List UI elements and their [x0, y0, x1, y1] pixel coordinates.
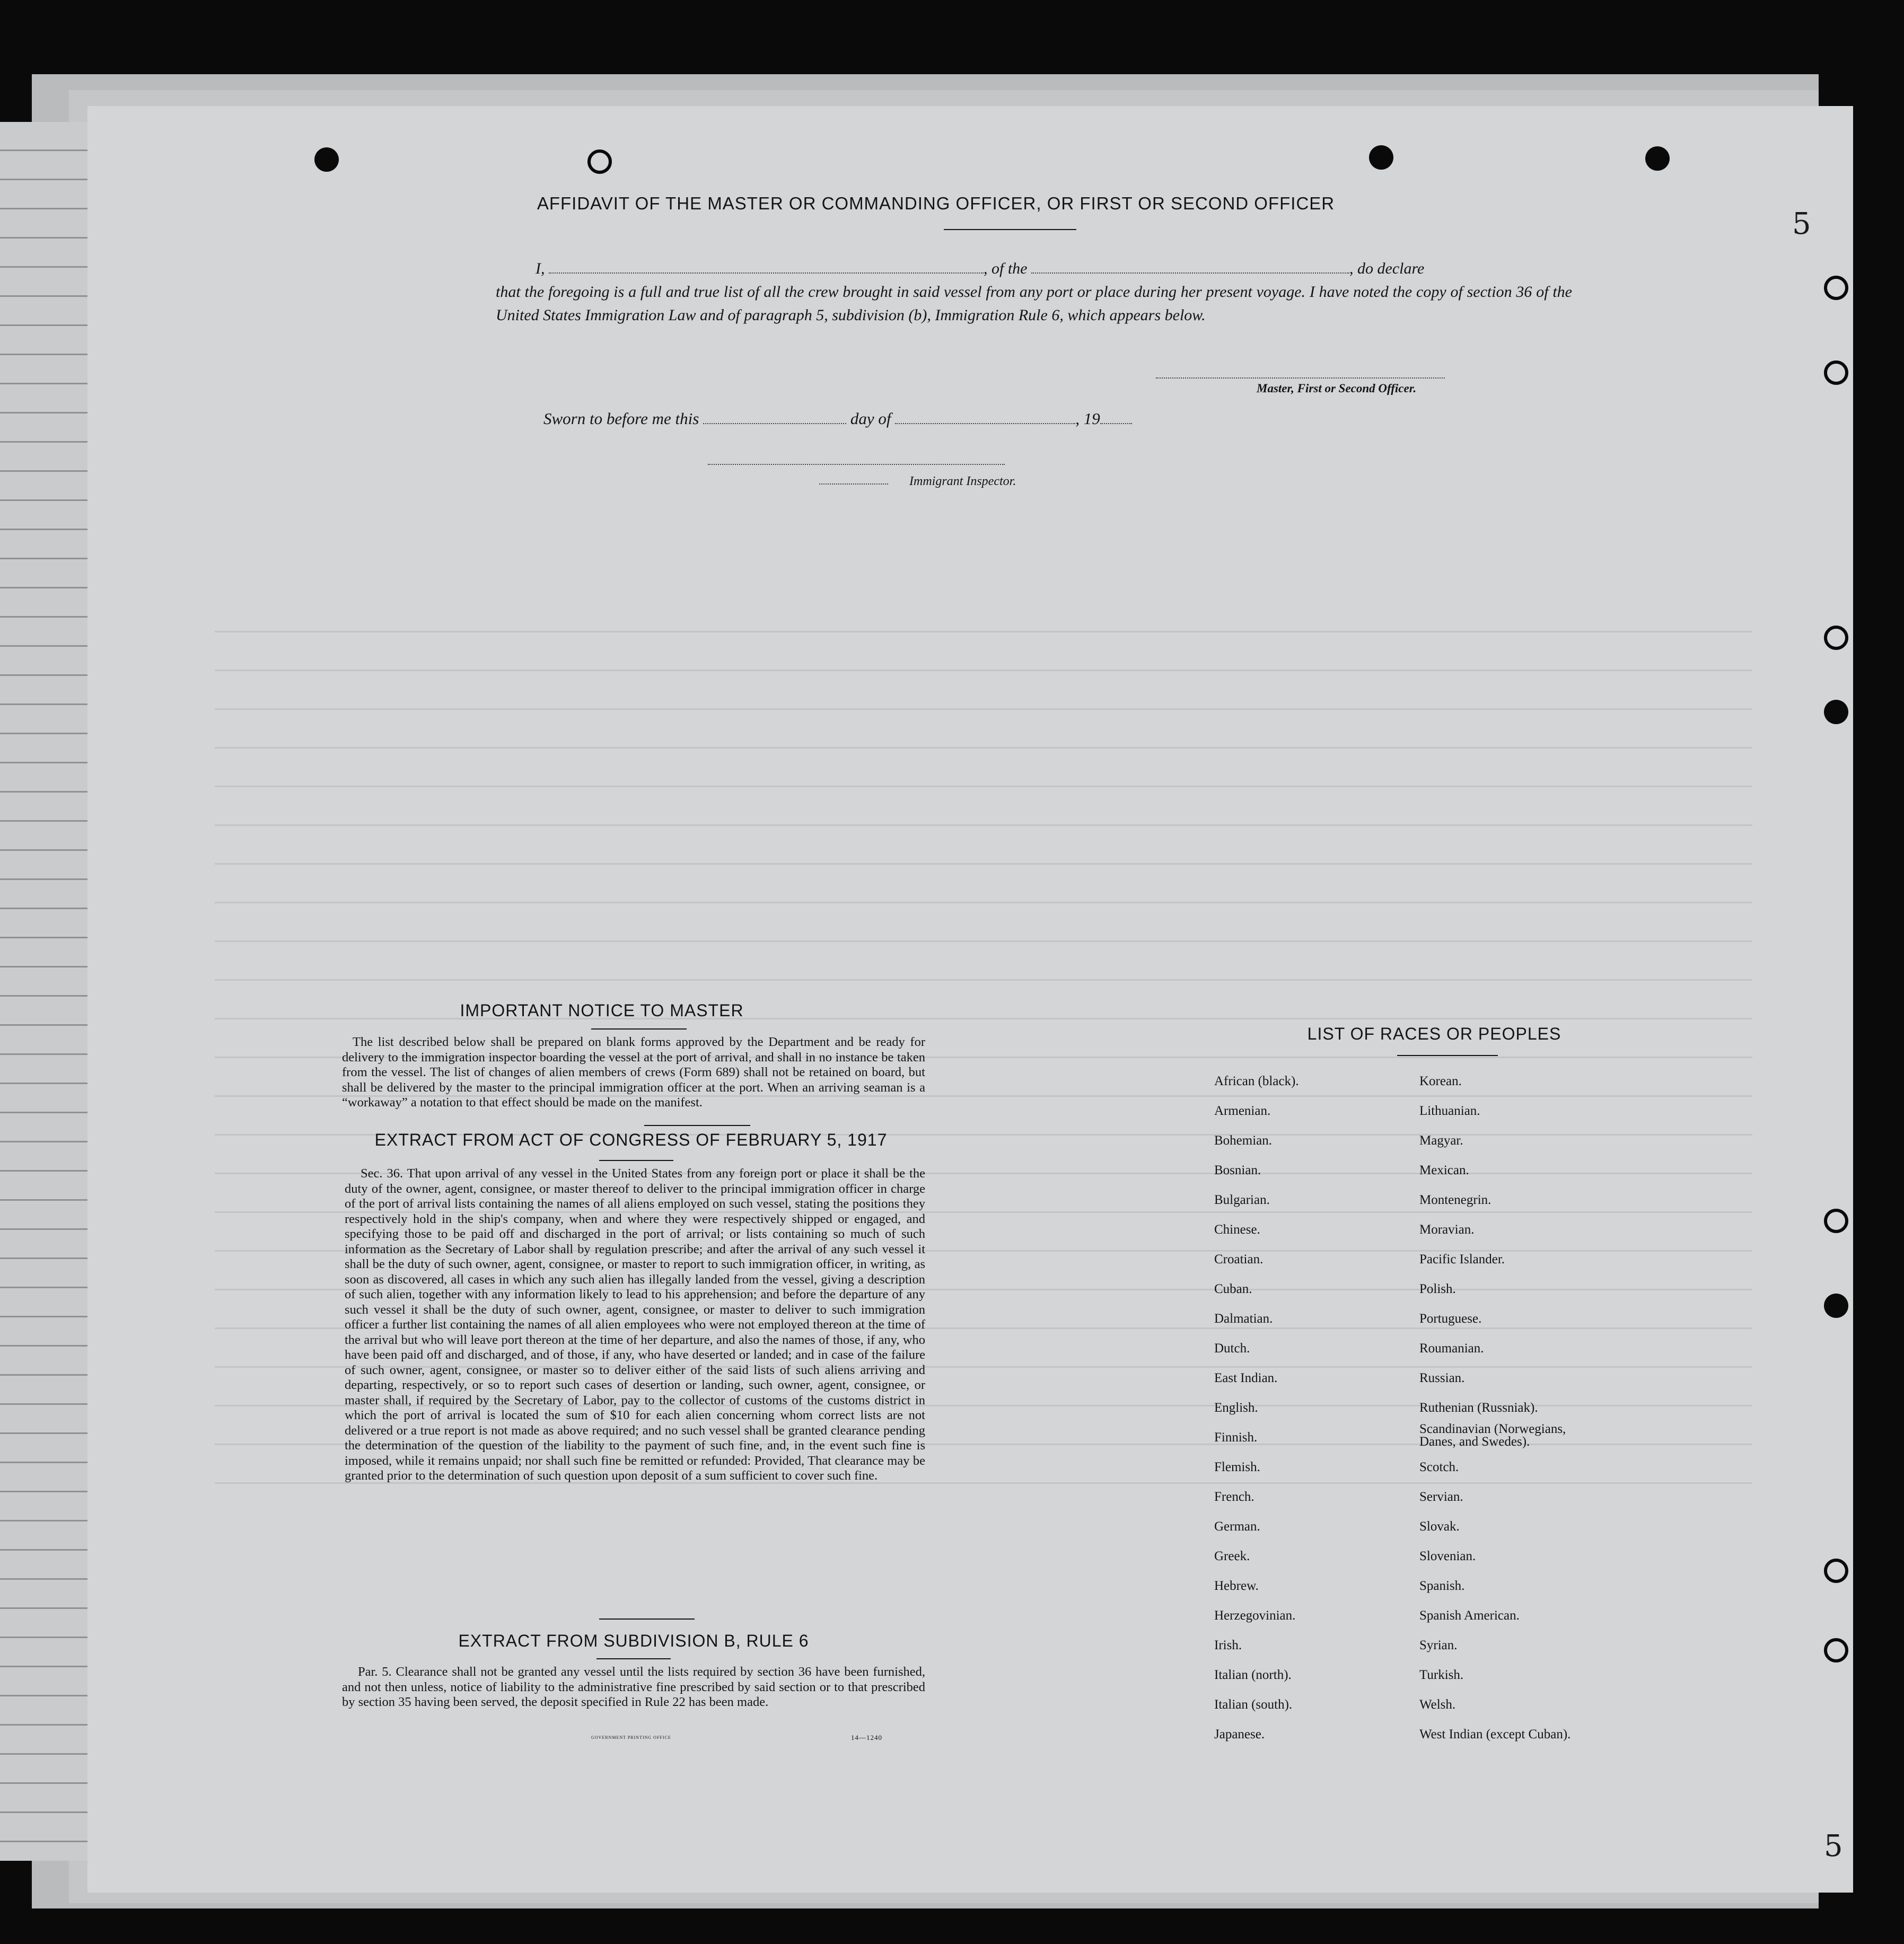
notice-text: The list described below shall be prepared on blank forms approved by the Department and be ready for delivery to the immigration inspector boarding the vessel at the port of arrival, and shall in no instance be taken from the vessel. The list of changes of alien members of crews (Form 689) shall not be retained on board, but shall be delivered by the master to the principal immigration officer at the port. When an arriving seaman is a “workaway” a notation to that effect should be made on the manifest. — [342, 1035, 925, 1110]
race-item: Korean. — [1419, 1074, 1462, 1088]
race-item: Japanese. — [1214, 1727, 1265, 1741]
sworn-day-label: day of — [850, 409, 891, 428]
race-item: Croatian. — [1214, 1252, 1264, 1266]
race-item: Syrian. — [1419, 1638, 1458, 1652]
race-item: Magyar. — [1419, 1133, 1463, 1148]
race-item: Chinese. — [1214, 1222, 1260, 1237]
race-item: Scandinavian (Norwegians, Danes, and Swedes). — [1419, 1422, 1566, 1449]
affidavit-title: AFFIDAVIT OF THE MASTER OR COMMANDING OFFICER, OR FIRST OR SECOND OFFICER — [537, 193, 1335, 213]
race-item: Bulgarian. — [1214, 1193, 1270, 1207]
race-item: East Indian. — [1214, 1371, 1278, 1385]
race-item: Flemish. — [1214, 1460, 1260, 1474]
race-item: Spanish American. — [1419, 1608, 1520, 1623]
punch-hole — [1824, 360, 1848, 385]
race-item: Hebrew. — [1214, 1579, 1259, 1593]
sworn-day-field[interactable] — [703, 423, 846, 424]
race-item: Pacific Islander. — [1419, 1252, 1505, 1266]
race-item: Italian (north). — [1214, 1668, 1292, 1682]
race-item: African (black). — [1214, 1074, 1299, 1088]
race-item: Finnish. — [1214, 1430, 1258, 1445]
affidavit-i: I, — [536, 260, 545, 277]
inspector-signature-line[interactable] — [708, 464, 1005, 465]
name-field[interactable] — [549, 272, 984, 274]
printer-credit: GOVERNMENT PRINTING OFFICE — [591, 1735, 671, 1740]
race-item: Armenian. — [1214, 1104, 1271, 1118]
affidavit-do-declare: , do declare — [1349, 260, 1425, 277]
race-item: Turkish. — [1419, 1668, 1464, 1682]
divider — [591, 1028, 687, 1030]
margin-mark-top: 5 — [1792, 207, 1811, 241]
race-item: Bohemian. — [1214, 1133, 1273, 1148]
race-item: Dutch. — [1214, 1341, 1250, 1356]
sworn-year-field[interactable] — [1100, 423, 1132, 424]
sworn-line — [543, 409, 1132, 428]
master-signature-line[interactable] — [1156, 377, 1445, 379]
race-item: Spanish. — [1419, 1579, 1465, 1593]
divider — [944, 229, 1076, 230]
race-item: English. — [1214, 1401, 1258, 1415]
ledger-edge — [0, 122, 95, 1861]
punch-hole — [1369, 145, 1393, 170]
race-item: West Indian (except Cuban). — [1419, 1727, 1571, 1741]
divider — [644, 1125, 750, 1126]
affidavit-body: that the foregoing is a full and true list of all the crew brought in said vessel from any port or place during her present voyage. I have noted the copy of section 36 of the United States Immigration Law and of paragraph 5, subdivision (b), Immigration Rule 6, which appears below. — [496, 283, 1572, 324]
race-item: Roumanian. — [1419, 1341, 1484, 1356]
race-item: Greek. — [1214, 1549, 1250, 1563]
affidavit-of-the: , of the — [984, 260, 1028, 277]
sworn-year-label: , 19 — [1075, 409, 1100, 428]
sworn-prefix: Sworn to before me this — [543, 409, 699, 428]
race-item: Russian. — [1419, 1371, 1465, 1385]
punch-hole — [1824, 1559, 1848, 1583]
punch-hole — [1645, 146, 1670, 171]
notice-title: IMPORTANT NOTICE TO MASTER — [460, 1001, 744, 1020]
race-item: Lithuanian. — [1419, 1104, 1480, 1118]
affidavit-statement — [496, 257, 1572, 327]
punch-hole — [1824, 1209, 1848, 1233]
rule-text: Par. 5. Clearance shall not be granted any vessel until the lists required by section 36 have been furnished, and not then unless, notice of liability to the administrative fine prescribed by said section or to that prescribed by section 35 having been served, the deposit specified in Rule 22 has been made. — [342, 1665, 925, 1709]
race-item: Mexican. — [1419, 1163, 1469, 1177]
divider — [596, 1658, 671, 1659]
divider — [599, 1618, 695, 1620]
document-page — [87, 106, 1853, 1893]
master-signature-label: Master, First or Second Officer. — [1257, 382, 1417, 395]
punch-hole — [1824, 1294, 1848, 1318]
race-item: Ruthenian (Russniak). — [1419, 1401, 1538, 1415]
form-number: 14—1240 — [851, 1734, 882, 1741]
races-left-column — [1214, 1067, 1299, 1749]
race-item: Scotch. — [1419, 1460, 1459, 1474]
punch-hole — [1824, 626, 1848, 650]
race-item: Montenegrin. — [1419, 1193, 1491, 1207]
race-item: Slovak. — [1419, 1519, 1460, 1534]
divider — [599, 1160, 673, 1161]
punch-hole — [314, 147, 339, 172]
punch-hole — [1824, 700, 1848, 724]
race-item: Portuguese. — [1419, 1312, 1482, 1326]
act-text: Sec. 36. That upon arrival of any vessel in the United States from any foreign port or place it shall be the duty of the owner, agent, consignee, or master thereof to deliver to the principal immigration officer in charge of the port of arrival lists containing the names of all aliens employed on such vessel, stating the positions they respectively hold in the ship's company, when and where they were respectively shipped or engaged, and specifying those to be paid off and discharged in the port of arrival; or lists containing so much of such information as the Secretary of Labor shall by regulation prescribe; and after the arrival of any such vessel it shall be the duty of such owner, agent, consignee, or master to report to such immigration officer, in writing, as soon as discovered, all cases in which any such alien has illegally landed from the vessel, giving a description of such alien, together with any information likely to lead to his apprehension; and before the departure of any such vessel it shall be the duty of such owner, agent, consignee, or master to deliver to such immigration officer a further list containing the names of all alien employees who were not employed thereon at the time of the arrival but who will leave port thereon at the time of her departure, and also the names of those, if any, who have been paid off and discharged, and of those, if any, who have deserted or landed; and in case of the failure of such owner, agent, consignee, or master so to deliver either of the said lists of such aliens arriving and departing, respectively, or so to report such cases of desertion or landing, such owner, agent, consignee, or master shall, if required by the Secretary of Labor, pay to the collector of customs of the customs district in which the port of arrival is located the sum of $10 for each alien concerning whom correct lists are not delivered or a true report is not made as above required; and no such vessel shall be granted clearance pending the determination of the question of the liability to the payment of such fine, and, in the event such fine is imposed, while it remains unpaid; nor shall such fine be remitted or refunded: Provided, That clearance may be granted prior to the determination of such question upon deposit of a sum sufficient to cover such fine. — [345, 1166, 925, 1483]
race-item: Welsh. — [1419, 1697, 1456, 1712]
race-item: Dalmatian. — [1214, 1312, 1273, 1326]
punch-hole — [1824, 276, 1848, 300]
race-item: French. — [1214, 1490, 1254, 1504]
race-item: Servian. — [1419, 1490, 1463, 1504]
divider — [1397, 1055, 1498, 1056]
race-item: Italian (south). — [1214, 1697, 1293, 1712]
inspector-signature-line-short — [819, 483, 888, 485]
races-right-column — [1419, 1067, 1594, 1749]
race-item: German. — [1214, 1519, 1260, 1534]
race-item: Irish. — [1214, 1638, 1242, 1652]
inspector-label: Immigrant Inspector. — [909, 474, 1016, 488]
race-item: Slovenian. — [1419, 1549, 1476, 1563]
rule-title: EXTRACT FROM SUBDIVISION B, RULE 6 — [458, 1631, 809, 1650]
sworn-month-field[interactable] — [895, 423, 1075, 424]
races-title: LIST OF RACES OR PEOPLES — [1307, 1024, 1561, 1043]
race-item: Bosnian. — [1214, 1163, 1261, 1177]
vessel-field[interactable] — [1031, 272, 1349, 274]
punch-hole — [1824, 1638, 1848, 1662]
race-item: Moravian. — [1419, 1222, 1475, 1237]
race-item: Cuban. — [1214, 1282, 1252, 1296]
act-title: EXTRACT FROM ACT OF CONGRESS OF FEBRUARY 5, 1917 — [374, 1130, 888, 1149]
margin-mark-bottom: 5 — [1824, 1829, 1843, 1863]
punch-hole — [587, 149, 612, 174]
race-item: Herzegovinian. — [1214, 1608, 1296, 1623]
race-item: Polish. — [1419, 1282, 1456, 1296]
